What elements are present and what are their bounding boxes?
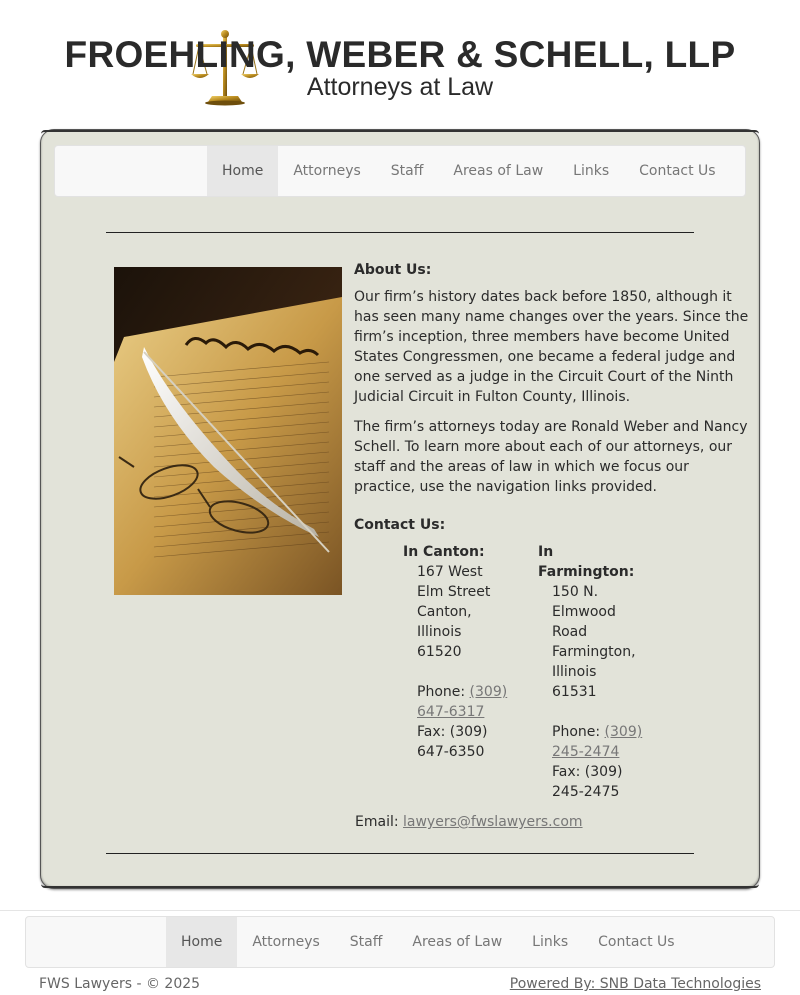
constitution-quill-image [114,267,342,595]
nav-attorneys[interactable]: Attorneys [293,163,361,179]
footer-nav-home[interactable]: Home [166,917,237,967]
footer-navbar [25,916,775,968]
address-line: 61520 [417,644,462,660]
powered-by-link[interactable]: Powered By: SNB Data Technologies [509,976,761,992]
phone-label: Phone: [417,684,470,700]
office-canton-title: In Canton: [403,544,485,560]
address-line: 61531 [552,684,597,700]
firm-tagline: Attorneys at Law [306,73,494,101]
contact-heading: Contact Us: [354,517,446,533]
footer-nav-attorneys[interactable]: Attorneys [252,934,320,950]
site-header [0,0,800,130]
firm-name: FROEHLING, WEBER & SCHELL, LLP [64,34,736,75]
canton-fax: Fax: (309) [417,724,488,740]
address-line: Illinois [417,624,462,640]
canton-phone-link[interactable]: (309) [469,684,508,700]
office-canton [403,542,533,762]
about-paragraph-1: Our firm’s history dates back before 1850, although it has seen many name changes over the years. Since the firm’s inception, three members have become United States Congressmen, one became a federal judge and one served as a judge in the Circuit Court of the Ninth Judicial Circuit in Fulton County, Illinois. [354,289,749,405]
address-line: Road [552,624,588,640]
email-label: Email: [355,814,404,830]
footer-nav-links[interactable]: Links [532,934,569,950]
office-farmington-title: In [538,544,554,560]
footer-nav-contact-us[interactable]: Contact Us [598,934,675,950]
address-line: Elm Street [417,584,491,600]
canton-fax-cont: 647-6350 [417,744,485,760]
email-link[interactable]: lawyers@fwslawyers.com [403,814,583,830]
farmington-fax-cont: 245-2475 [552,784,620,800]
farmington-phone-link-cont[interactable]: 245-2474 [552,744,620,760]
footer-divider [0,910,800,911]
nav-staff[interactable]: Staff [390,163,424,179]
address-line: Canton, [417,604,472,620]
farmington-phone-link[interactable]: (309) [604,724,643,740]
canton-phone-link-cont[interactable]: 647-6317 [417,704,485,720]
about-paragraph-2: The firm’s attorneys today are Ronald Weber and Nancy Schell. To learn more about each of our attorneys, our staff and the areas of law in which we focus our practice, use the navigation links provided. [354,419,748,495]
address-line: Farmington, [552,644,636,660]
about-section [354,258,754,535]
office-farmington [538,542,668,802]
address-line: 167 West [417,564,483,580]
divider-top [106,232,694,233]
farmington-fax: Fax: (309) [552,764,623,780]
about-heading: About Us: [354,262,432,278]
nav-areas-of-law[interactable]: Areas of Law [453,163,544,179]
footer-nav-staff[interactable]: Staff [349,934,383,950]
nav-home[interactable]: Home [207,146,278,196]
email-row [355,812,715,832]
divider-bottom [106,853,694,854]
office-farmington-title-cont: Farmington: [538,564,635,580]
phone-label: Phone: [552,724,605,740]
nav-contact-us[interactable]: Contact Us [639,163,716,179]
address-line: Elmwood [552,604,616,620]
copyright-text: FWS Lawyers - © 2025 [39,976,201,992]
footer-nav-areas-of-law[interactable]: Areas of Law [412,934,503,950]
top-navbar [54,145,746,197]
nav-links[interactable]: Links [573,163,610,179]
address-line: 150 N. [552,584,599,600]
address-line: Illinois [552,664,597,680]
